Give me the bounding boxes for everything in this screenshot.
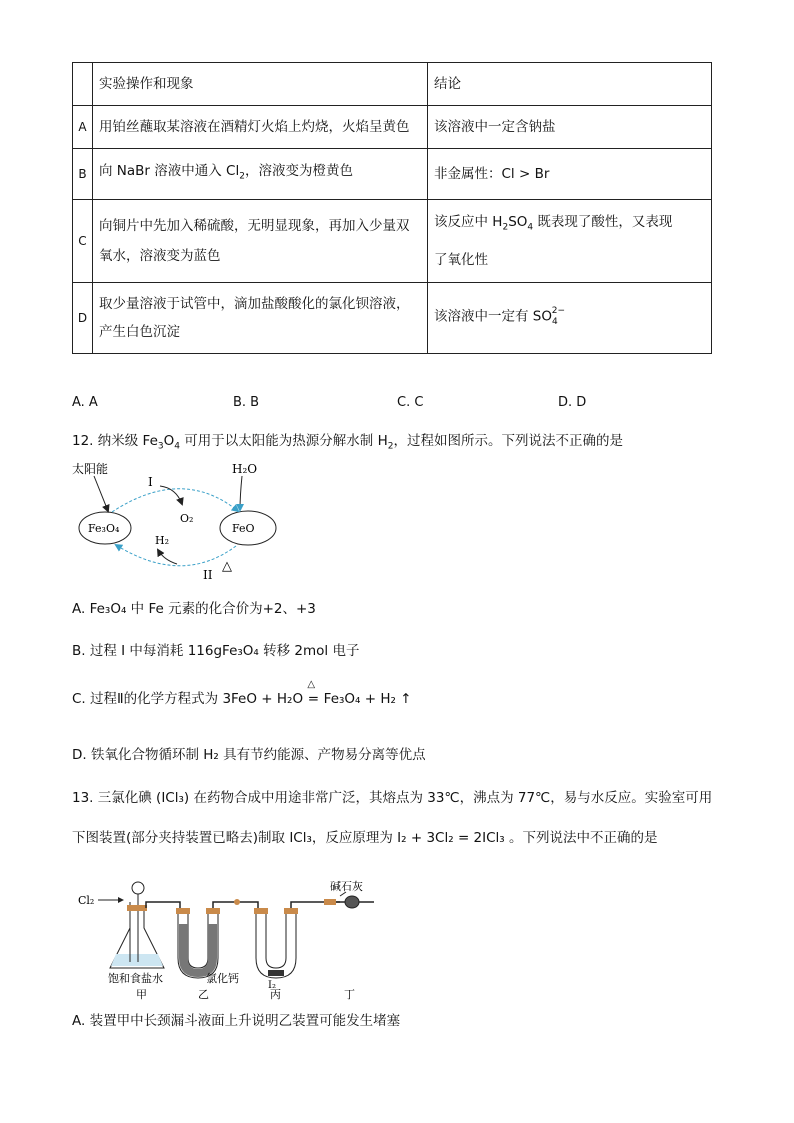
label-jia: 甲: [136, 988, 147, 1001]
label-h2: H₂: [155, 534, 170, 547]
label-yi: 乙: [198, 988, 209, 1001]
label-heat: △: [222, 559, 232, 574]
row-label: B: [73, 149, 93, 200]
label-feo: FeO: [232, 522, 255, 535]
label-step1: I: [148, 475, 153, 489]
q12-option-a: A. Fe₃O₄ 中 Fe 元素的化合价为+2、+3: [72, 601, 316, 617]
row-label: A: [73, 106, 93, 149]
clamp: [234, 899, 240, 905]
tube-1: [146, 902, 180, 914]
experiment-table: [72, 62, 712, 354]
label-soda-lime: 碱石灰: [330, 880, 363, 893]
q11-option-c: C. C: [397, 395, 424, 410]
table-header-conclusion: 结论: [428, 63, 712, 106]
q11-option-d: D. D: [558, 395, 587, 410]
q11-option-b: B. B: [233, 395, 260, 410]
label-bing: 丙: [270, 988, 281, 1001]
table-row: [73, 283, 712, 354]
inlet-arrowhead: [118, 897, 124, 903]
q12-option-c: C. 过程Ⅱ的化学方程式为 3FeO + H₂O △ = Fe₃O₄ + H₂ ↑: [72, 679, 412, 707]
table-header-label: [73, 63, 93, 106]
label-fe3o4: Fe₃O₄: [88, 522, 120, 535]
arrow-step2: [116, 545, 236, 566]
row-conclusion: 该溶液中一定含钠盐: [428, 106, 712, 149]
label-cl2: Cl₂: [78, 894, 95, 907]
arrow-sun: [94, 476, 108, 511]
arrow-h2o: [240, 476, 242, 510]
label-i2: I₂: [268, 980, 276, 991]
row-label: D: [73, 283, 93, 354]
q13-stem-line2: 下图装置(部分夹持装置已略去)制取 ICl₃，反应原理为 I₂ + 3Cl₂ = 2ICl₃ 。下列说法中不正确的是: [72, 830, 658, 846]
row-conclusion: 非金属性：Cl > Br: [428, 149, 712, 200]
q12-option-b: B. 过程 I 中每消耗 116gFe₃O₄ 转移 2mol 电子: [72, 643, 360, 659]
row-conclusion: 该反应中 $H_2SO_4$ 既表现了酸性，又表现 了氧化性: [428, 200, 712, 283]
drying-tube-ding: [345, 896, 359, 908]
stopper: [324, 899, 336, 905]
table-row: [73, 106, 712, 149]
flask-liquid: [111, 954, 163, 966]
label-brine: 饱和食盐水: [108, 972, 163, 985]
arrow-h2: [158, 550, 177, 564]
row-op: 向铜片中先加入稀硫酸，无明显现象，再加入少量双 氧水，溶液变为蓝色: [93, 200, 428, 283]
q13-stem-line1: 13. 三氯化碘 (ICl₃) 在药物合成中用途非常广泛，其熔点为 33℃，沸点为 77℃，易与水反应。实验室可用: [72, 790, 713, 806]
stopper: [254, 908, 268, 914]
q12-stem: 12. 纳米级 $Fe_3O_4$ 可用于以太阳能为热源分解水制 $H_2$，过程如图所示。下列说法不正确的是: [72, 433, 623, 452]
row-op: 向 NaBr 溶液中通入 $Cl_2$，溶液变为橙黄色: [93, 149, 428, 200]
table-header-row: [73, 63, 712, 106]
u-tube-bing: [256, 914, 296, 978]
label-sun: 太阳能: [72, 462, 109, 476]
row-label: C: [73, 200, 93, 283]
table-row: [73, 149, 712, 200]
label-step2: II: [203, 568, 213, 582]
stopper: [206, 908, 220, 914]
row-conclusion: 该溶液中一定有 $SO_4^{2-}$: [428, 283, 712, 354]
q12-cycle-diagram: [72, 456, 302, 586]
label-o2: O₂: [180, 512, 194, 525]
q11-option-a: A. A: [72, 395, 98, 410]
q13-apparatus: [72, 878, 392, 1004]
q12-option-d: D. 铁氧化合物循环制 H₂ 具有节约能源、产物易分离等优点: [72, 747, 426, 763]
q13-option-a: A. 装置甲中长颈漏斗液面上升说明乙装置可能发生堵塞: [72, 1013, 401, 1029]
funnel: [132, 882, 144, 894]
row-op: 取少量溶液于试管中，滴加盐酸酸化的氯化钡溶液， 产生白色沉淀: [93, 283, 428, 354]
table-header-op: 实验操作和现象: [93, 63, 428, 106]
label-cacl2: 氯化钙: [206, 972, 239, 985]
label-ding: 丁: [344, 988, 355, 1001]
label-h2o: H₂O: [232, 462, 258, 476]
table-row: [73, 200, 712, 283]
row-op: 用铂丝蘸取某溶液在酒精灯火焰上灼烧，火焰呈黄色: [93, 106, 428, 149]
cacl2-fill: [179, 924, 217, 977]
i2-solid: [268, 970, 284, 976]
stopper: [284, 908, 298, 914]
stopper: [176, 908, 190, 914]
stopper: [127, 905, 147, 911]
